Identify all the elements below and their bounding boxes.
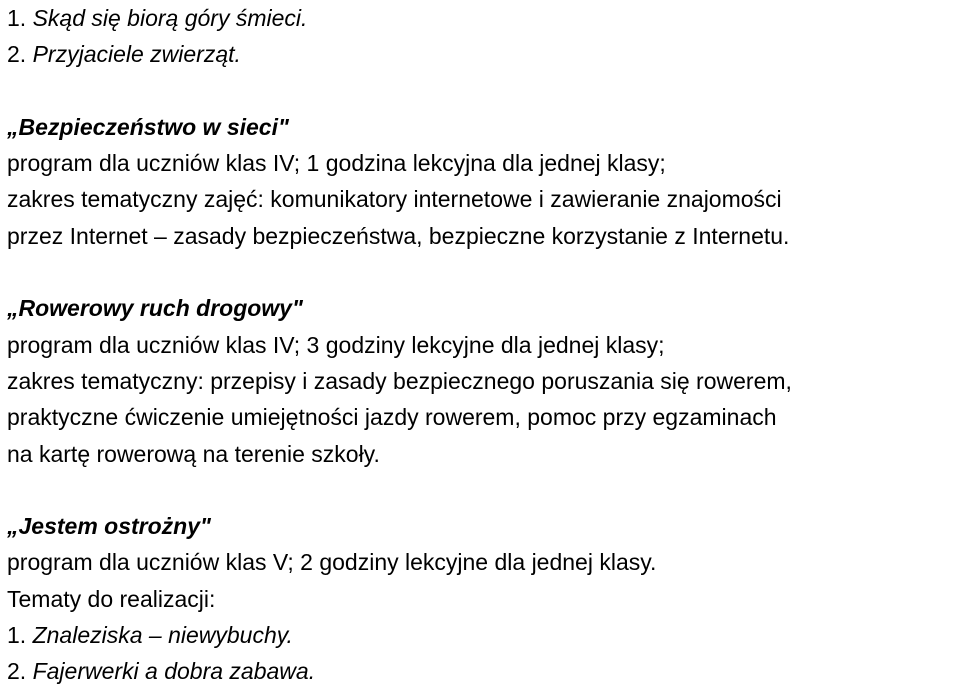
topic-text: Fajerwerki a dobra zabawa.: [32, 658, 316, 685]
topic-item: [7, 653, 957, 689]
topic-item: [7, 617, 957, 653]
section-title-jestem-ostrozny: „Jestem ostrożny": [7, 513, 211, 540]
list-item: [7, 36, 957, 72]
section-text-line: program dla uczniów klas IV; 1 godzina lekcyjna dla jednej klasy;: [7, 150, 666, 177]
section-title-bezpieczenstwo: „Bezpieczeństwo w sieci": [7, 113, 289, 140]
list-item-text: Przyjaciele zwierząt.: [32, 41, 241, 68]
section-text-line: program dla uczniów klas V; 2 godziny lekcyjne dla jednej klasy.: [7, 549, 657, 576]
topic-number: 2.: [7, 658, 27, 685]
section-text-line: przez Internet – zasady bezpieczeństwa, bezpieczne korzystanie z Internetu.: [7, 222, 790, 249]
spacer: [7, 73, 957, 109]
section-text-line: zakres tematyczny zajęć: komunikatory internetowe i zawieranie znajomości: [7, 186, 782, 213]
list-item-text: Skąd się biorą góry śmieci.: [32, 5, 308, 31]
list-item: [7, 0, 957, 36]
topic-number: 1.: [7, 622, 27, 649]
topic-text: Znaleziska – niewybuchy.: [32, 622, 293, 649]
section-text-line: na kartę rowerową na terenie szkoły.: [7, 440, 380, 467]
section-title-rowerowy: „Rowerowy ruch drogowy": [7, 295, 303, 322]
spacer: [7, 254, 957, 290]
section-text-line: program dla uczniów klas IV; 3 godziny lekcyjne dla jednej klasy;: [7, 331, 665, 358]
section-text-line: praktyczne ćwiczenie umiejętności jazdy rowerem, pomoc przy egzaminach: [7, 404, 777, 431]
section-text-line: Tematy do realizacji:: [7, 585, 216, 612]
spacer: [7, 472, 957, 508]
section-text-line: zakres tematyczny: przepisy i zasady bezpiecznego poruszania się rowerem,: [7, 367, 792, 394]
list-item-number: 2.: [7, 41, 27, 68]
list-item-number: 1.: [7, 5, 27, 31]
document-page: [7, 0, 957, 690]
